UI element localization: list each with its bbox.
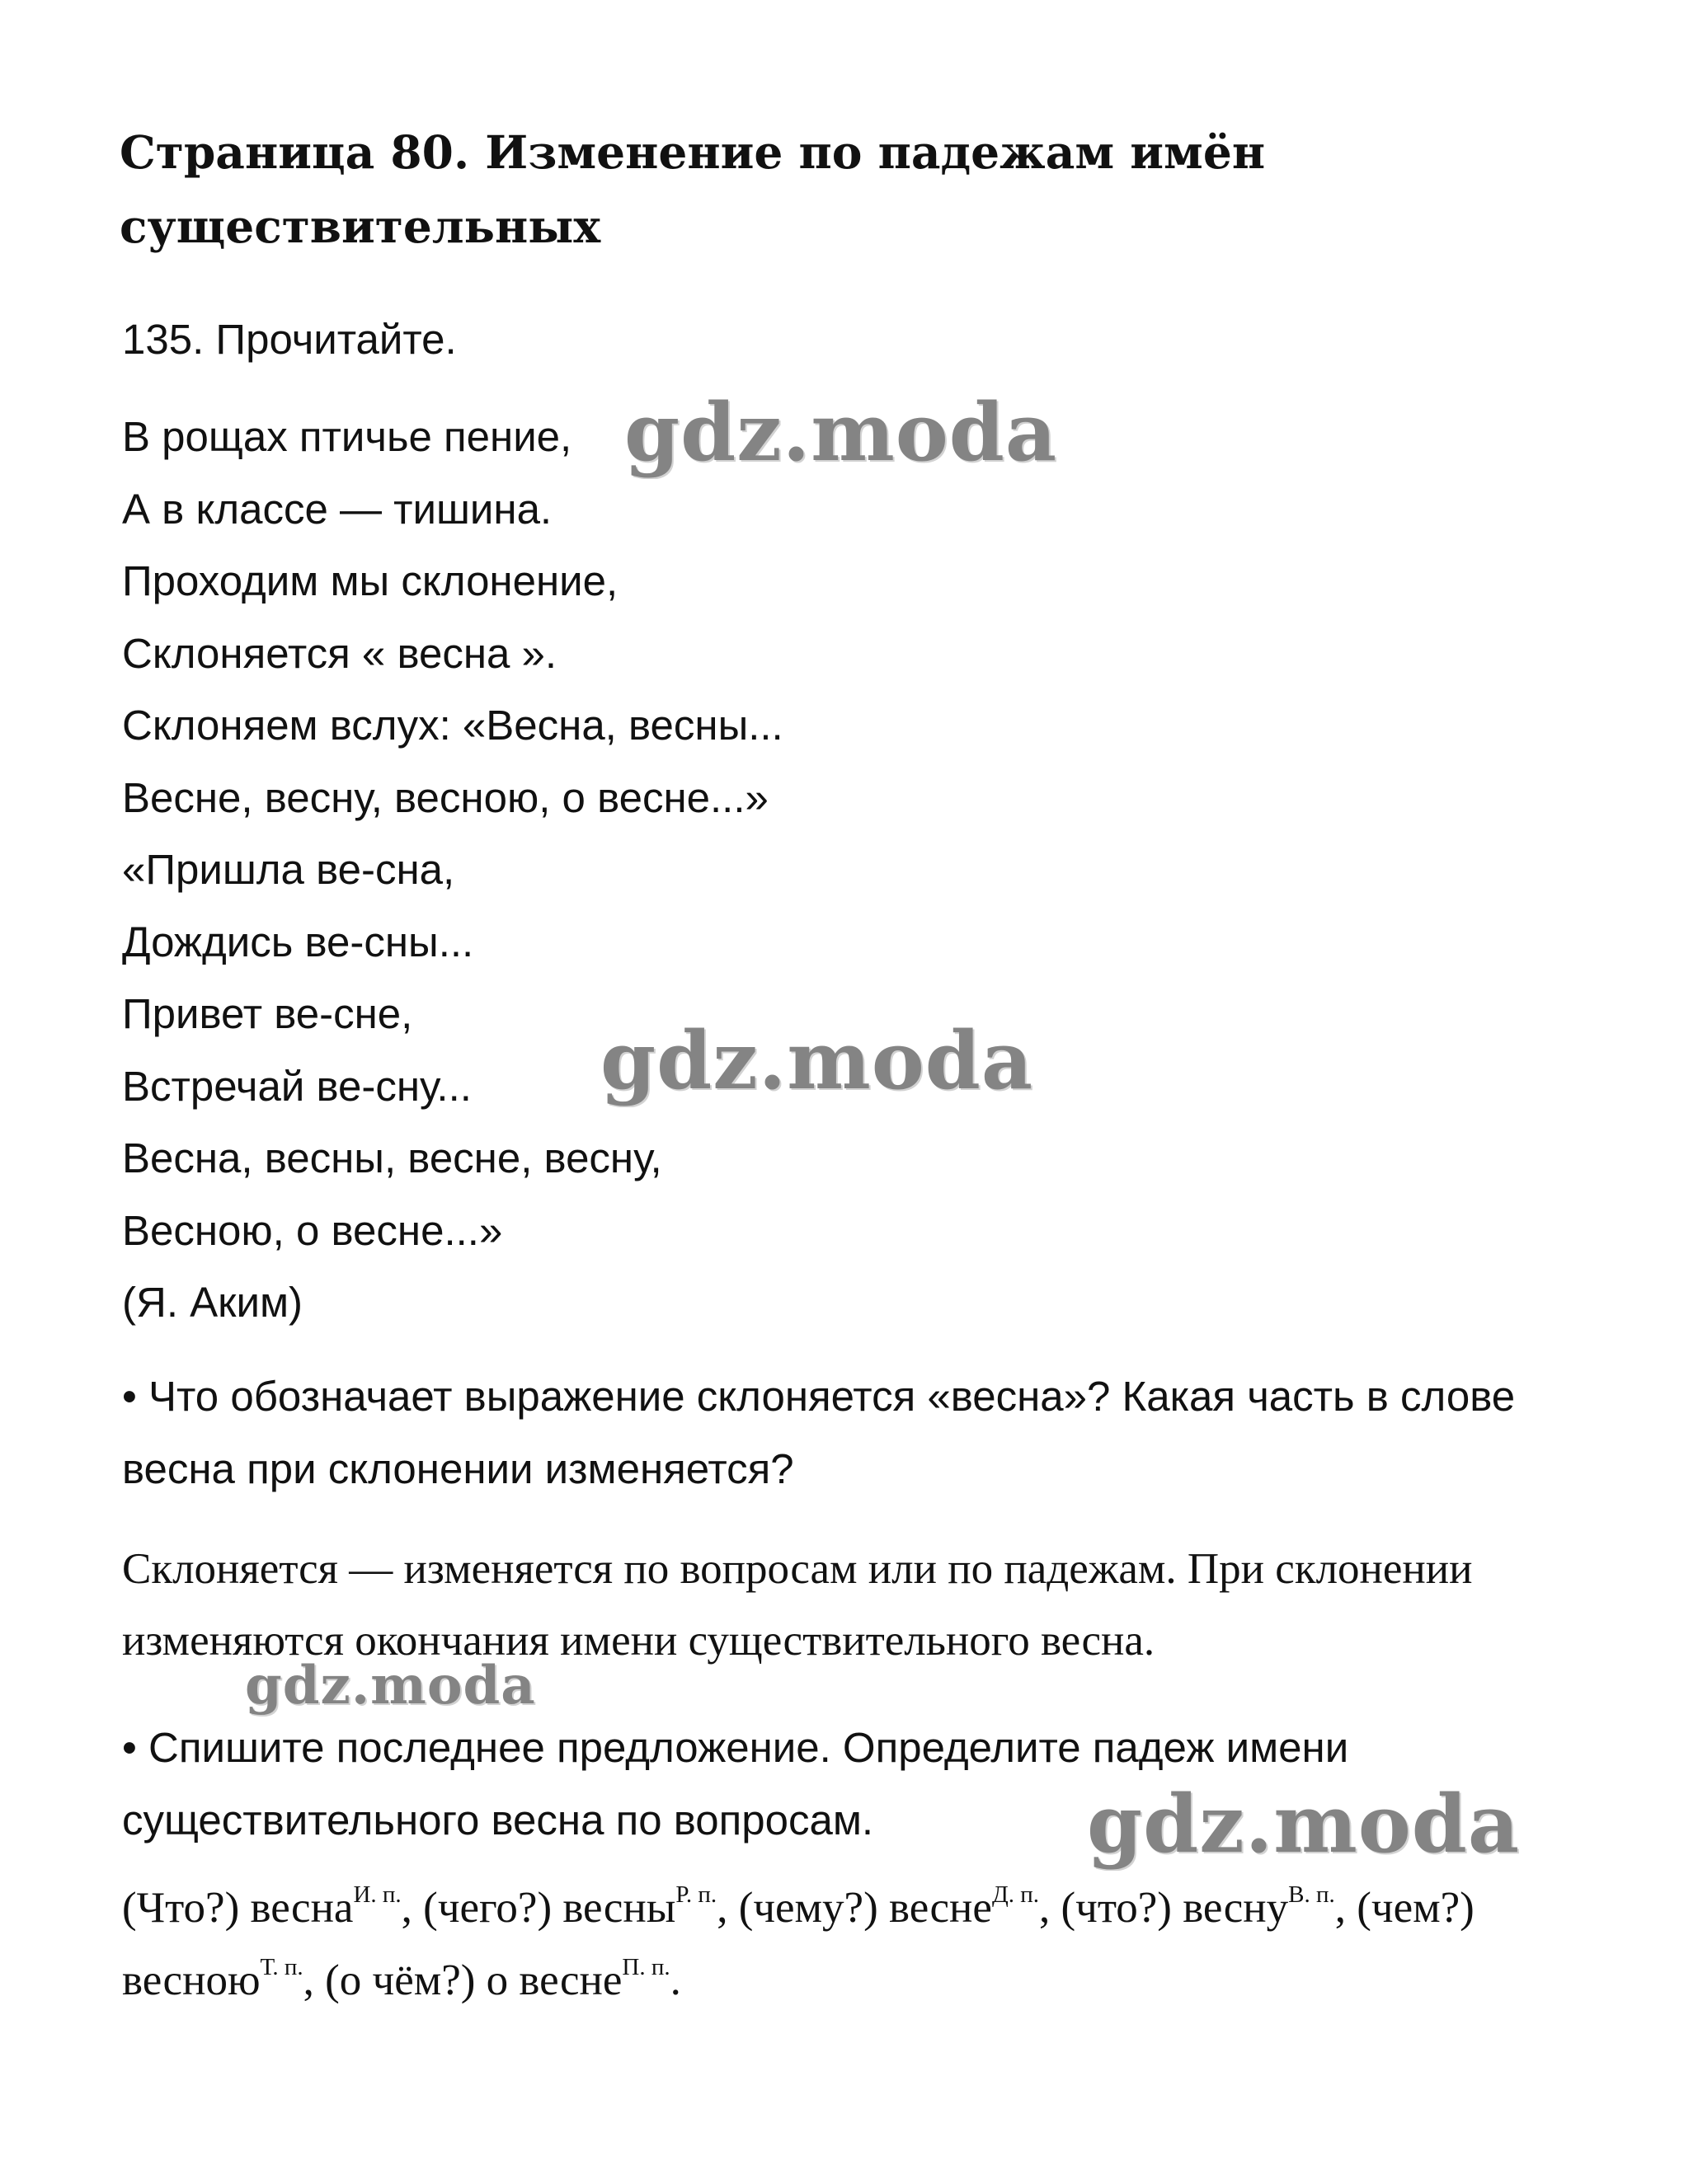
watermark: gdz.moda: [1087, 1778, 1521, 1871]
case-separator: .: [670, 1956, 681, 2004]
case-separator: ,: [717, 1884, 739, 1932]
poem: [122, 401, 783, 1339]
poem-line: Проходим мы склонение,: [122, 557, 619, 604]
case-label: В. п.: [1288, 1881, 1335, 1908]
case-separator: ,: [1039, 1884, 1061, 1932]
poem-line: Дождись ве-сны...: [122, 918, 474, 965]
poem-line: Встречай ве-сну...: [122, 1062, 472, 1110]
poem-author: (Я. Аким): [122, 1279, 303, 1326]
case-label: Р. п.: [675, 1881, 717, 1908]
case-separator: ,: [401, 1884, 424, 1932]
case-word: (о чём?) о весне: [325, 1956, 623, 2004]
page-title: Страница 80. Изменение по падежам имён существительных: [120, 125, 1266, 253]
case-word: (что?) весну: [1061, 1884, 1289, 1932]
poem-line: Склоняем вслух: «Весна, весны...: [122, 702, 783, 749]
case-label: Д. п.: [991, 1881, 1040, 1908]
case-label: П. п.: [622, 1954, 670, 1980]
case-label: Т. п.: [260, 1954, 303, 1980]
watermark: gdz.moda: [245, 1655, 536, 1717]
answer-1: Склоняется — изменяется по вопросам или по падежам. При склонении изменяются окончания имени существительного весна.: [122, 1545, 1473, 1665]
watermark: gdz.moda: [600, 1014, 1034, 1107]
case-word: (чему?) весне: [738, 1884, 992, 1932]
poem-line: «Пришла ве-сна,: [122, 846, 455, 893]
question-1: • Что обозначает выражение склоняется «весна»? Какая часть в слове весна при склонении изменяется?: [122, 1373, 1516, 1492]
case-label: И. п.: [353, 1881, 402, 1908]
poem-line: Склоняется « весна ».: [122, 629, 557, 677]
case-word: (Что?) весна: [122, 1884, 354, 1932]
case-word: (чем?) весною: [122, 1884, 1475, 2004]
poem-line: Весне, весну, весною, о весне...»: [122, 773, 769, 821]
watermark: gdz.moda: [624, 386, 1058, 479]
poem-line: А в классе — тишина.: [122, 485, 553, 533]
poem-line: Привет ве-сне,: [122, 990, 413, 1037]
poem-line: Весна, весны, весне, весну,: [122, 1134, 662, 1181]
case-word: (чего?) весны: [423, 1884, 676, 1932]
case-separator: ,: [1334, 1884, 1357, 1932]
question-2: • Спишите последнее предложение. Определите падеж имени существительного весна по вопросам.: [122, 1724, 1349, 1843]
poem-line: Весною, о весне...»: [122, 1206, 503, 1254]
answer-2: [122, 1872, 1573, 2017]
exercise-heading: 135. Прочитайте.: [122, 316, 457, 363]
case-separator: ,: [303, 1956, 326, 2004]
poem-line: В рощах птичье пение,: [122, 413, 572, 460]
